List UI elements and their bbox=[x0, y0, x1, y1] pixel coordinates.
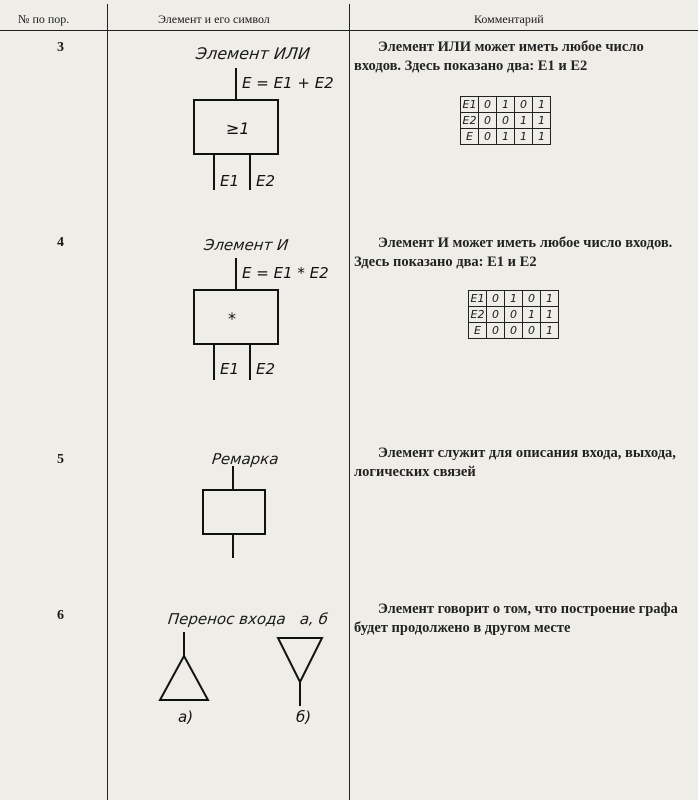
or-element-symbol bbox=[180, 68, 340, 198]
svg-text:E = E1 + E2: E = E1 + E2 bbox=[242, 74, 334, 92]
header-number: № по пор. bbox=[18, 12, 70, 26]
comment-text: Элемент служит для описания входа, выхода, логических связей bbox=[354, 445, 676, 480]
and-element-symbol bbox=[180, 258, 340, 388]
svg-text:E = E1 * E2: E = E1 * E2 bbox=[242, 264, 329, 282]
svg-text:а): а) bbox=[178, 708, 194, 726]
row-number: 4 bbox=[57, 235, 64, 250]
header-comment: Комментарий bbox=[474, 12, 544, 26]
row-number: 3 bbox=[57, 40, 64, 55]
comment-text: Элемент И может иметь любое число входов. Здесь показано два: E1 и E2 bbox=[354, 235, 673, 270]
svg-text:E1: E1 bbox=[220, 172, 240, 190]
svg-text:E2: E2 bbox=[256, 360, 276, 378]
transfer-symbols bbox=[150, 630, 350, 730]
header-element: Элемент и его символ bbox=[158, 12, 270, 26]
element-title: Ремарка bbox=[211, 450, 280, 468]
header-bottom-rule bbox=[0, 30, 698, 31]
truth-table-and: E1 0 1 0 1 E2 0 0 1 1 E 0 0 0 1 bbox=[468, 290, 559, 339]
svg-text:E2: E2 bbox=[256, 172, 276, 190]
remark-symbol bbox=[195, 466, 275, 566]
row-number: 5 bbox=[57, 452, 64, 467]
element-title: Элемент ИЛИ bbox=[195, 44, 311, 63]
truth-table-or: E1 0 1 0 1 E2 0 0 1 1 E 0 1 1 1 bbox=[460, 96, 551, 145]
row-number: 6 bbox=[57, 608, 64, 623]
svg-text:E1: E1 bbox=[220, 360, 240, 378]
comment-text: Элемент говорит о том, что построение графа будет продолжено в другом месте bbox=[354, 601, 678, 636]
svg-text:≥1: ≥1 bbox=[226, 119, 250, 138]
element-title: Перенос входа bbox=[167, 610, 287, 628]
element-title-suffix: а, б bbox=[299, 610, 329, 628]
svg-text:*: * bbox=[228, 309, 236, 328]
svg-text:б): б) bbox=[296, 708, 312, 726]
element-title: Элемент И bbox=[203, 236, 290, 254]
column-divider-1 bbox=[107, 4, 108, 800]
comment-text: Элемент ИЛИ может иметь любое число входов. Здесь показано два: E1 и E2 bbox=[354, 39, 644, 74]
